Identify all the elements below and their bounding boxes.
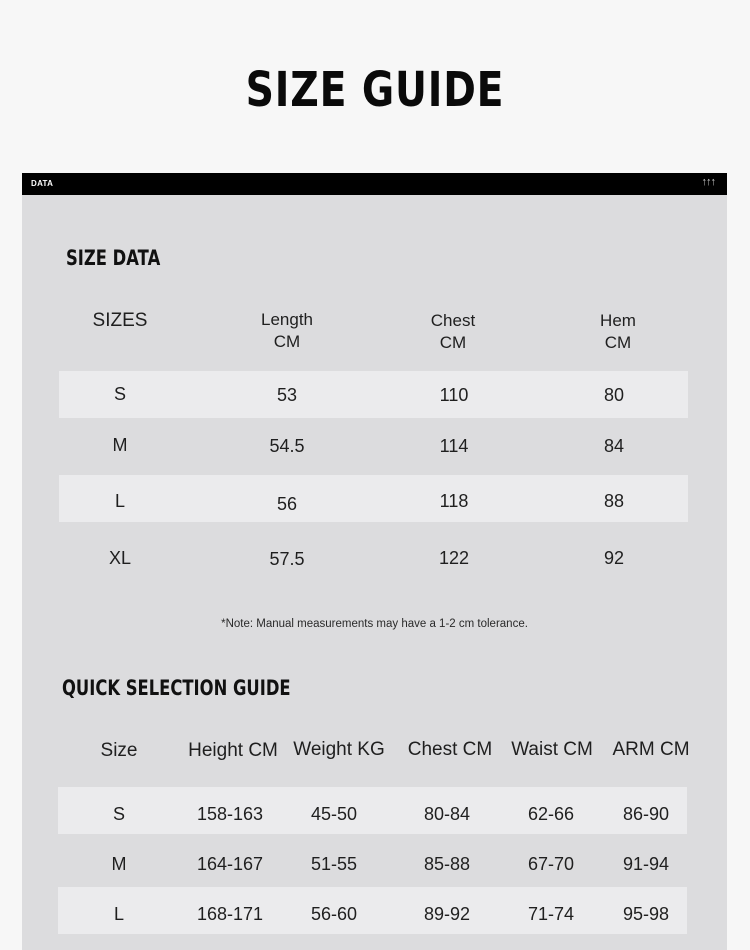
table-cell: 57.5: [269, 549, 305, 569]
table-cell: 122: [438, 548, 470, 568]
table-cell: 118: [439, 491, 469, 511]
table-cell: 91-94: [622, 854, 670, 874]
table-cell: 92: [603, 548, 625, 568]
table-cell: 86-90: [622, 804, 670, 824]
table-cell: L: [113, 904, 124, 924]
header-sizes: SIZES: [92, 310, 148, 331]
table-cell: 53: [276, 385, 298, 405]
table-cell: 56: [276, 494, 298, 514]
table-cell: S: [113, 384, 126, 404]
table-cell: 164-167: [196, 854, 264, 874]
table-cell: 168-171: [196, 904, 264, 924]
table-cell: 110: [439, 385, 469, 405]
table-cell: 80: [603, 385, 625, 405]
table-cell: 95-98: [622, 904, 670, 924]
data-header-bar: [22, 173, 727, 195]
header-hem-unit: CM: [604, 333, 632, 352]
header-weight: Weight KG: [293, 739, 385, 760]
table-cell: 158-163: [196, 804, 264, 824]
header-height: Height CM: [188, 740, 278, 761]
header-chest-unit: CM: [439, 333, 467, 352]
table-cell: 114: [439, 436, 469, 456]
header-waist: Waist CM: [511, 739, 593, 760]
size-guide-panel: [22, 195, 727, 950]
table-cell: S: [112, 804, 125, 824]
header-length: Length: [261, 310, 313, 329]
table-cell: 54.5: [269, 436, 305, 456]
page-title: SIZE GUIDE: [245, 62, 505, 118]
table-cell: L: [114, 491, 125, 511]
header-arm: ARM CM: [612, 739, 690, 760]
table-cell: 88: [603, 491, 625, 511]
table-cell: 62-66: [527, 804, 575, 824]
table-cell: 80-84: [423, 804, 471, 824]
table-cell: 45-50: [310, 804, 358, 824]
table-cell: 71-74: [527, 904, 575, 924]
quick-guide-title: QUICK SELECTION GUIDE: [62, 676, 291, 700]
table-cell: 84: [603, 436, 625, 456]
size-data-title: SIZE DATA: [66, 246, 161, 270]
table-cell: 56-60: [310, 904, 358, 924]
data-bar-label: DATA: [31, 179, 54, 188]
tolerance-note: *Note: Manual measurements may have a 1-2 cm tolerance.: [221, 618, 528, 630]
header-length-unit: CM: [273, 332, 301, 351]
table-cell: 85-88: [423, 854, 471, 874]
table-cell: XL: [108, 548, 132, 568]
table-cell: M: [111, 854, 127, 874]
table-cell: M: [112, 435, 128, 455]
header-chest: Chest CM: [407, 739, 493, 760]
header-hem: Hem: [600, 311, 636, 330]
header-chest: Chest: [430, 311, 476, 330]
header-size: Size: [100, 740, 138, 761]
table-cell: 51-55: [310, 854, 358, 874]
table-cell: 89-92: [423, 904, 471, 924]
up-arrows-icon: ↑↑↑: [701, 176, 715, 188]
table-cell: 67-70: [527, 854, 575, 874]
